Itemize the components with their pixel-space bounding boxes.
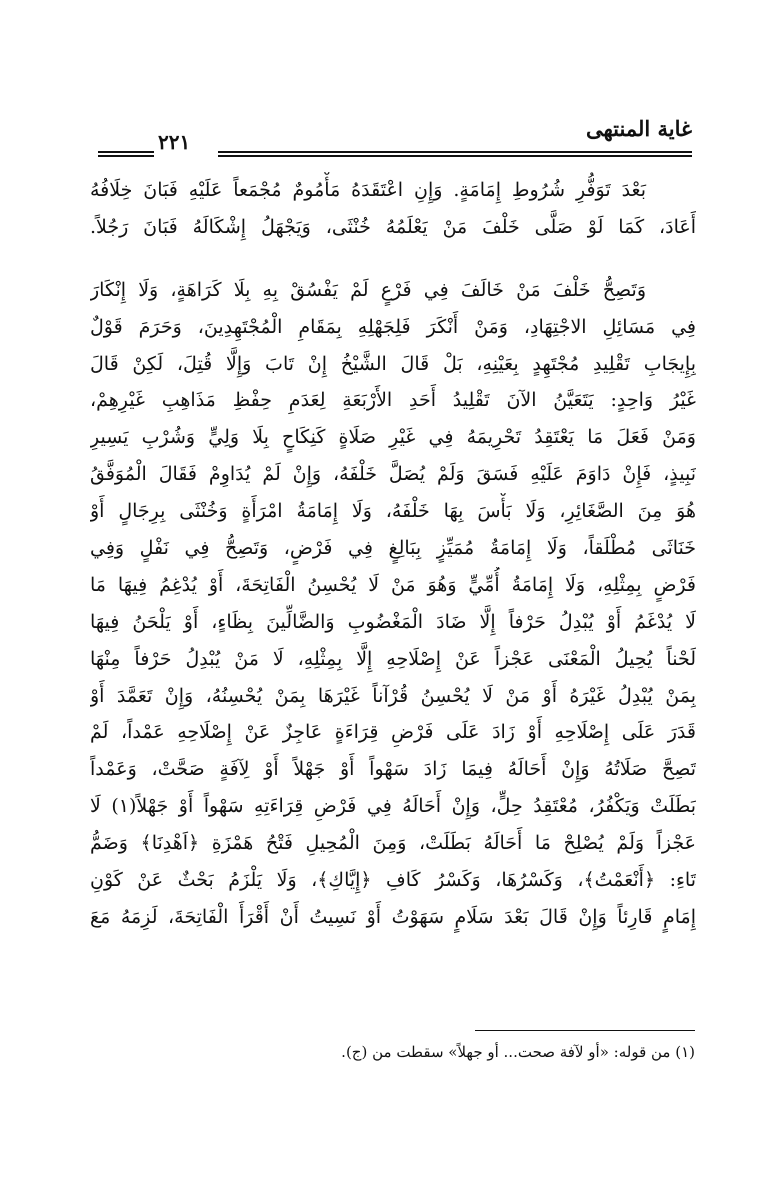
text-line: لَا يُدْغَمُ أَوْ يُبْدِلُ حَرْفاً إِلَّا ضَادَ الْمَغْضُوبِ وَالضَّالِّينَ بِظَاءٍ، أَوْ يَلْحَنُ فِيهَا [90,610,696,633]
running-title: غاية المنتهى [585,116,692,141]
paragraph [90,272,696,936]
text-line: بَطَلَتْ وَيَكْفُرُ، مُعْتَقِدُ حِلٍّ، وَإِنْ أَحَالَهُ فِي فَرْضِ قِرَاءَتِهِ سَهْواً أَوْ جَهْلاً(١) لَا [90,795,696,818]
text-line: إِمَامٍ قَارِئاً وَإِنْ قَالَ بَعْدَ سَلَامٍ سَهَوْتُ أَوْ نَسِيتُ أَنْ أَقْرَأَ الْفَاتِحَةَ، لَزِمَهُ مَعَ [90,905,696,928]
page-number: ٢٢١ [158,130,191,154]
text-line: فَرْضٍ بِمِثْلِهِ، وَلَا إِمَامَةُ أُمِّيٍّ وَهُوَ مَنْ لَا يُحْسِنُ الْفَاتِحَةَ، أَوْ يُدْغِمُ فِيهَا مَا [90,573,696,596]
text-line: بَعْدَ تَوَفُّرِ شُرُوطِ إِمَامَةٍ. وَإِنِ اعْتَقَدَهُ مَأْمُومٌ مُجْمَعاً عَلَيْهِ فَبَانَ خِلَافُهُ [90,179,646,201]
page-number-rule [98,151,154,157]
running-header [98,100,692,162]
text-line: لَحْناً يُحِيلُ الْمَعْنَى عَجْزاً عَنْ إِصْلَاحِهِ إِلَّا بِمِثْلِهِ، لَا مَنْ يُبْدِلُ حَرْفاً مِنْهَا [90,647,696,670]
text-line: هُوَ مِنَ الصَّغَائِرِ، وَلَا بَأْسَ بِهَا خَلْفَهُ، وَلَا إِمَامَةُ امْرَأَةٍ وَخُنْثَى بِرِجَالٍ أَوْ [90,500,696,523]
text-line: بِمَنْ يُبْدِلُ غَيْرَهُ أَوْ مَنْ لَا يُحْسِنُ قُرْآناً غَيْرَهَا بِمَنْ يُحْسِنُهُ، وَإِنْ تَعَمَّدَ أَوْ [90,684,696,707]
text-line: فِي مَسَائِلِ الاجْتِهَادِ، وَمَنْ أَنْكَرَ فَلِجَهْلِهِ بِمَقَامِ الْمُجْتَهِدِينَ، وَحَرَمَ قَوْلٌ [90,315,696,338]
text-line: أَعَادَ، كَمَا لَوْ صَلَّى خَلْفَ مَنْ يَعْلَمُهُ خُنْثَى، وَيَجْهَلُ إِشْكَالَهُ فَبَانَ رَجُلاً. [90,215,696,238]
text-line: بِإِيجَابِ تَقْلِيدِ مُجْتَهِدٍ بِعَيْنِهِ، بَلْ قَالَ الشَّيْخُ إِنْ تَابَ وَإِلَّا قُتِلَ، لَكِنْ قَالَ [90,352,696,375]
text-line: غَيْرُ وَاحِدٍ: يَتَعَيَّنُ الآنَ تَقْلِيدُ أَحَدِ الأَرْبَعَةِ لِعَدَمِ حِفْظِ مَذَاهِبِ غَيْرِهِمْ، [90,389,696,412]
footnote: (١) من قوله: «أو لآفة صحت... أو جهلاً» سقطت من (ج). [341,1043,695,1061]
text-line: تَاءِ: ﴿أَنْعَمْتُ﴾، وَكَسْرُهَا، وَكَسْرُ كَافِ ﴿إِيَّاكِ﴾، وَلَا يَلْزَمُ بَحْثٌ عَنْ كَوْنِ [90,869,696,892]
header-rule [218,151,692,157]
body-text [90,172,696,936]
paragraph-gap [90,246,696,272]
text-line: قَدَرَ عَلَى إِصْلَاحِهِ أَوْ زَادَ عَلَى فَرْضِ قِرَاءَةٍ عَاجِزٌ عَنْ إِصْلَاحِهِ عَمْداً، لَمْ [90,721,696,744]
text-line: عَجْزاً وَلَمْ يُصْلِحْ مَا أَحَالَهُ بَطَلَتْ، وَمِنَ الْمُحِيلِ فَتْحُ هَمْزَةِ ﴿اَهْدِنَا﴾ وَضَمُّ [90,832,696,855]
text-line: خَنَاثَى مُطْلَقاً، وَلَا إِمَامَةُ مُمَيِّزٍ بِبَالِغٍ فِي فَرْضٍ، وَتَصِحُّ فِي نَفْلٍ وَفِي [90,537,696,560]
text-line: وَتَصِحُّ خَلْفَ مَنْ خَالَفَ فِي فَرْعٍ لَمْ يَفْسُقْ بِهِ بِلَا كَرَاهَةٍ، وَلَا إِنْكَارَ [90,278,646,301]
text-line: تَصِحَّ صَلَاتُهُ وَإِنْ أَحَالَهُ فِيمَا زَادَ سَهْواً أَوْ جَهْلاً أَوْ لِآفَةٍ صَحَّتْ، وَعَمْداً [90,758,696,781]
text-line: وَمَنْ فَعَلَ مَا يَعْتَقِدُ تَحْرِيمَهُ فِي غَيْرِ صَلَاةٍ كَنِكَاحٍ بِلَا وَلِيٍّ وَشُرْبِ يَسِيرِ [90,426,696,449]
paragraph [90,172,696,246]
text-line: نَبِيذٍ، فَإِنْ دَاوَمَ عَلَيْهِ فَسَقَ وَلَمْ يُصَلَّ خَلْفَهُ، وَإِنْ لَمْ يُدَاوِمْ فَقَالَ الْمُوَفَّقُ [90,463,696,486]
footnote-separator [475,1030,695,1031]
